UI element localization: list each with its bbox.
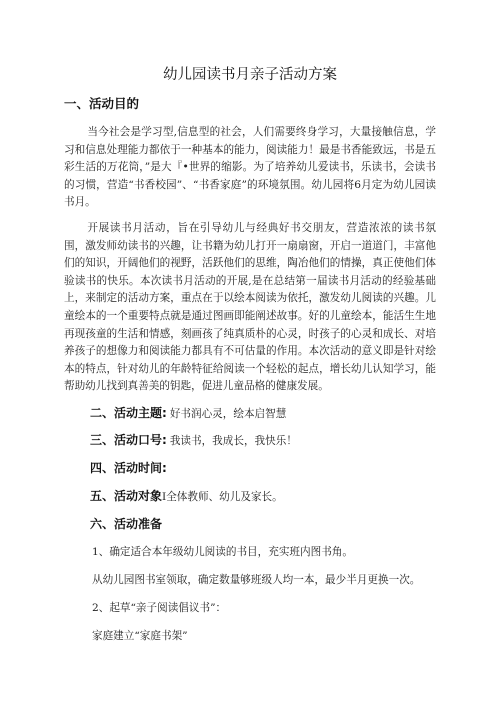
prep-line-3: 2、起草“亲子阅读倡议书”： [92,602,227,614]
section-prep [90,516,162,533]
prep-line-1: 1、确定适合本年级幼儿阅读的书目，充实班内图书角。 [92,546,353,558]
time-label: 四、活动时间: [90,461,167,475]
section-time [90,460,170,477]
purpose-paragraph-1: 当今社会是学习型,信息型的社会，人们需要终身学习，大量接触信息，学习和信息处理能力都依于一种基本的能力，阅读能力！最是书香能致远，书是五彩生活的万花筒，”是大『•世界的缩影。为了培养幼儿爱读书，乐读书，会读书的习惯，营造“书香校园”、“书香家庭”的环境氛围。幼儿园将6月定为幼儿园读书月。 [64,126,436,209]
section-slogan [90,432,297,449]
document-title: 幼儿园读书月亲子活动方案 [163,67,337,83]
section-audience [90,488,283,505]
audience-value: I全体教师、幼儿及家长。 [162,491,283,503]
prep-line-4: 家庭建立“家庭书架” [92,630,188,642]
theme-value: 好书润心灵，绘本启智慧 [169,408,287,420]
section-theme [90,405,286,422]
section-heading-purpose: 一、活动目的 [64,96,140,111]
slogan-label: 三、活动口号: [90,433,167,447]
audience-label: 五、活动对象 [90,489,163,503]
prep-line-2: 从幼儿园图书室领取，确定数量够班级人均一本，最少半月更换一次。 [92,574,421,586]
theme-label: 二、活动主题: [90,406,167,420]
prep-label: 六、活动准备 [90,517,163,531]
slogan-value: 我读书，我成长，我快乐！ [169,435,297,447]
purpose-paragraph-2: 开展读书月活动，旨在引导幼儿与经典好书交朋友，营造浓浓的读书氛围，激发师幼读书的兴趣，让书籍为幼儿打开一扇扇窗，开启一道道门，丰富他们的知识，开阔他们的视野，活跃他们的思维，陶冶他们的情操，真正使他们体验读书的快乐。本次读书月活动的开展,是在总结第一届读书月活动的经验基础上，来制定的活动方案，重点在于以绘本阅读为依托，激发幼儿阅读的兴趣。儿童绘本的一个重要特点就是通过图画即能阐述故事。好的儿童绘本，能活生生地再现孩童的生活和情感，刻画孩了纯真质朴的心灵，时孩子的心灵和成长、对培养孩子的想像力和阅读能力都具有不可估量的作用。本次活动的意义即是针对绘本的特点，针对幼儿的年龄特征给阅读一个轻松的起点，增长幼儿认知学习，能帮助幼儿找到真善美的钥匙，促进儿童品格的健康发展。 [64,222,436,393]
